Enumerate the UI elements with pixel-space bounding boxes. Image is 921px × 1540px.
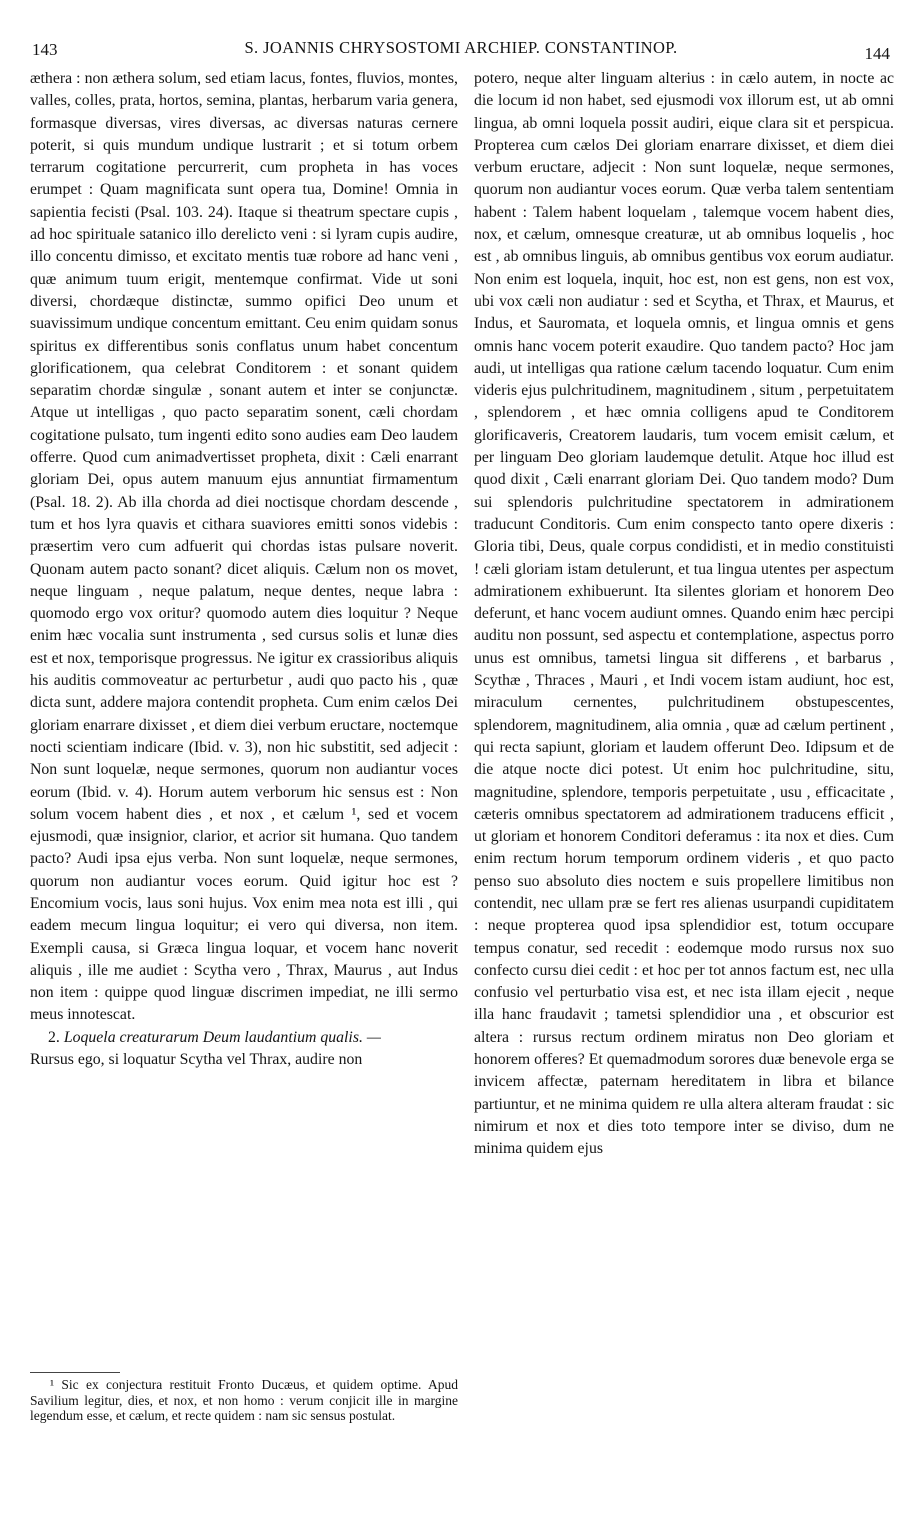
right-paragraph: potero, neque alter linguam alterius : in cælo autem, in nocte ac die locum id non habet, sed ejusmodi vox illorum est, ut ab omni lingua, ab omni loquela possit audiri, eique clara sit et perspicua. Propterea cum cælos Dei gloriam enarrare dixisset, et diem diei verbum eructare, adjecit : Non sunt loquelæ, neque sermones, quorum non audiantur voces eorum. Quæ verba talem sententiam habent : Talem habent loquelam , talemque vocem habent dies, nox, et cælum, omnesque creaturæ, ut ab omnibus loquelis , hoc est , ab omnibus linguis, ab omnibus gentibus vox eorum audiatur. Non enim est loquela, inquit, hoc est, non est gens, non est vox, ubi vox cæli non audiatur : sed et Scytha, et Thrax, et Maurus, et Indus, et Sauromata, et loquela omnis, et lingua omnis et gens omnis hanc vocem poterit exaudire. Quo tandem pacto? Hoc jam audi, ut intelligas qua ratione cælum tacendo loquatur. Cum enim videris ejus pulchritudinem, magnitudinem , situm , perpetuitatem , splendorem , et hæc omnia colligens apud te Conditorem glorificaveris, Creatorem laudaris, tum vocem emisit cælum, et per linguam Deo gloriam laudemque detulit. Atque hoc illud est quod dixit , Cæli enarrant gloriam Dei. Quo tandem modo? Dum sui splendoris pulchritudine spectatorem in admirationem traducunt Conditoris. Cum enim conspecto tanto opere dixeris : Gloria tibi, Deus, quale corpus condidisti, et in medio constituisti ! cæli gloriam istam detulerunt, et tua lingua utentes per aspectum admirationem exhibuerunt. Ita silentes gloriam et honorem Deo deferunt, et hanc vocem audiunt omnes. Quando enim hæc percipi auditu non possunt, sed aspectu et contemplatione, aspectus porro unus est omnibus, tametsi lingua sit differens , et barbarus , Scythæ , Thraces , Mauri , et Indi vocem istam audiunt, hoc est, miraculum cernentes, pulchritudinem obstupescentes, splendorem, magnitudinem, alia omnia , quæ ad cælum pertinent , qui recta sapiunt, gloriam et laudem offerunt Deo. Idipsum et de die atque nocte dici potest. Ut enim hoc pulchritudine, situ, magnitudine, splendore, temporis perpetuitate , usu , efficacitate , cæteris omnibus spectatorem ad admirationem traducens efficit , ut gloriam et honorem Conditori deferamus : ita nox et dies. Cum enim rectum horum temporum ordinem videris , et quo pacto penso suo absoluto dies noctem e suis propellere limitibus non contendit, nec ullam præ se fert res alienas usurpandi cupiditatem : neque propterea quod ipsa splendidior est, totum occupare tempus conatur, sed recedit : eodemque modo rursus nox suo confecto cursu diei cedit : et hoc per tot annos factum est, nec ulla confusio vel perturbatio visa est, et nec ista illam ejecit , neque illa hanc fraudavit ; tametsi splendidior una , et obscurior est altera : rursus rectum ordinem miratus non Deo gloriam et honorem offeres? Et quemadmodum sorores duæ benevole erga se invicem affectæ, paternam hereditatem in libra et bilance partiuntur, et ne minima quidem re ulla altera alteram fraudat : sic nimirum et nox et dies toto tempore inter se diviso, dum ne minima quidem ejus	[474, 70, 894, 1158]
right-column	[474, 68, 894, 1161]
page-number-left: 143	[32, 40, 58, 59]
running-header	[30, 38, 892, 64]
page-number-right: 144	[864, 44, 890, 63]
left-column	[30, 68, 458, 1071]
left-paragraph-2: Rursus ego, si loquatur Scytha vel Thrax, audire non	[30, 1051, 363, 1069]
footnote-text: ¹ Sic ex conjectura restituit Fronto Ducæus, et quidem optime. Apud Savilium legitur, dies, et nox, et non homo : verum conjicit ille in margine legendum esse, et cælum, et recte quidem : nam sic sensus postulat.	[30, 1377, 458, 1423]
footnote-rule	[30, 1372, 120, 1373]
footnote	[30, 1377, 458, 1424]
left-paragraph-1: æthera : non æthera solum, sed etiam lacus, fontes, fluvios, montes, valles, colles, prata, hortos, semina, plantas, herbarum varia genera, formasque diversas, vires diversas, ac diversas naturas cernere poterit, si quis mundum undique lustrarit ; et si totum orbem terrarum cogitatione percurrerit, cum propheta in has voces erumpet : Quam magnificata sunt opera tua, Domine! Omnia in sapientia fecisti (Psal. 103. 24). Itaque si theatrum spectare cupis , ad hoc spirituale satanico illo derelicto veni : si lyram cupis audire, illo concentu dimisso, et excitato mentis tuæ robore ad hanc veni , quæ animum tuum erigit, mentemque confirmat. Vide ut soni diversi, chordæque distinctæ, summo opifici Deo unum et suavissimum undique concentum emittant. Ceu enim quidam sonus spiritus ex differentibus sonis conflatus unum habet concentum glorificationem, qua celebrat Conditorem : et sonant quidem separatim chordæ singulæ , sonant autem et inter se conjunctæ. Atque ut intelligas , quo pacto separatim sonent, cæli chordam cogitatione pulsato, tum ingenti edito sono audies eam Deo laudem offerre. Quod cum animadvertisset propheta, dixit : Cæli enarrant gloriam Dei, opus autem manuum ejus annuntiat firmamentum (Psal. 18. 2). Ab illa chorda ad diei noctisque chordam descende , tum et hos lyra quavis et cithara suaviores emitti sonos videbis : præsertim vero cum adfuerit qui chordas istas pulsare noverit. Quonam autem pacto sonant? dicet aliquis. Cælum non os movet, neque linguam , neque palatum, neque dentes, neque labra : quomodo ergo vox oritur? quomodo autem dies loquitur ? Neque enim hæc vocalia sunt instrumenta , sed cursus solis et lunæ dies est et nox, temporisque progressus. Ne igitur ex crassioribus aliquis his auditis commoveatur ac perturbetur , audi quo pacto his , quæ dicta sunt, addere majora contendit propheta. Cum enim cælos Dei gloriam enarrare dixisset , et diem diei verbum eructare, noctemque nocti scientiam indicare (Ibid. v. 3), non hic substitit, sed adjecit : Non sunt loquelæ, neque sermones, quorum non audiantur voces eorum (Ibid. v. 4). Horum autem verborum hic sensus est : Non solum vocem habent dies , et nox , et cælum ¹, sed et vocem ejusmodi, quæ insignior, clarior, et acrior sit humana. Quo tandem pacto? Audi ipsa ejus verba. Non sunt loquelæ, neque sermones, quorum non audiantur voces eorum. Quid igitur hoc est ? Encomium vocis, laus soni hujus. Vox enim mea nota est illi , qui eadem mecum lingua loquitur; ei vero qui diversa, non item. Exempli causa, si Græca lingua loquar, et vocem hanc noverit aliquis , ille me audiet : Scytha vero , Thrax, Maurus , aut Indus non item : quippe quod linguæ discrimen impediat, ne illi sermo meus innotescat.	[30, 70, 458, 1024]
section-title: Loquela creaturarum Deum laudantium qualis. —	[63, 1028, 381, 1046]
section-2	[30, 1027, 458, 1049]
running-title: S. JOANNIS CHRYSOSTOMI ARCHIEP. CONSTANTINOP.	[244, 38, 678, 57]
section-number: 2.	[48, 1028, 60, 1046]
